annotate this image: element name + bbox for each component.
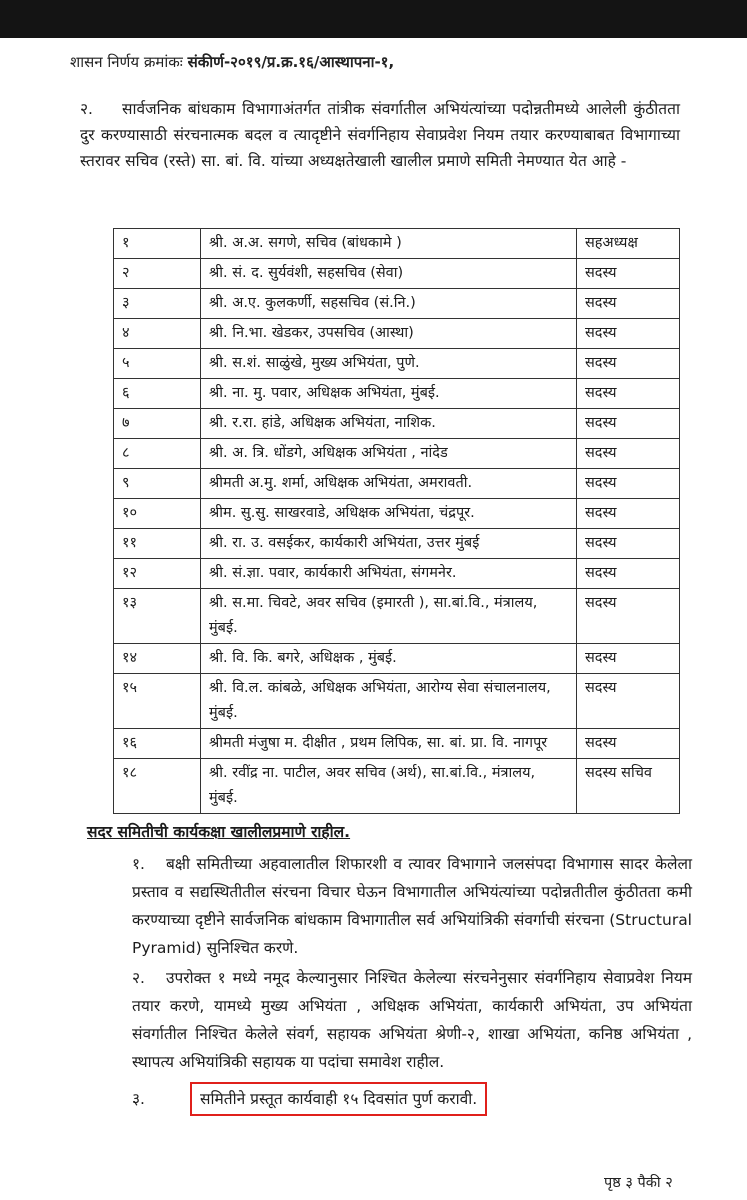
member-serial: ५	[114, 349, 201, 379]
highlighted-deadline-box	[190, 1082, 487, 1116]
top-dark-strip	[0, 0, 747, 38]
member-row	[114, 319, 680, 349]
member-name: श्री. स.शं. साळुंखे, मुख्य अभियंता, पुणे.	[201, 349, 577, 379]
member-name: श्री. स.मा. चिवटे, अवर सचिव (इमारती ), सा.बां.वि., मंत्रालय, मुंबई.	[201, 589, 577, 644]
duty-number: २.	[132, 969, 145, 987]
member-row	[114, 259, 680, 289]
member-serial: १२	[114, 559, 201, 589]
member-role: सदस्य	[577, 289, 680, 319]
member-row	[114, 759, 680, 814]
member-serial: ३	[114, 289, 201, 319]
member-row	[114, 529, 680, 559]
intro-number: २.	[80, 100, 93, 118]
member-name: श्री. अ.ए. कुलकर्णी, सहसचिव (सं.नि.)	[201, 289, 577, 319]
member-name: श्रीमती अ.मु. शर्मा, अधिक्षक अभियंता, अमरावती.	[201, 469, 577, 499]
member-name: श्री. वि. कि. बगरे, अधिक्षक , मुंबई.	[201, 644, 577, 674]
member-role: सदस्य	[577, 499, 680, 529]
member-name: श्री. ना. मु. पवार, अधिक्षक अभियंता, मुंबई.	[201, 379, 577, 409]
header-label: शासन निर्णय क्रमांकः	[70, 53, 183, 71]
duty-text: बक्षी समितीच्या अहवालातील शिफारशी व त्यावर विभागाने जलसंपदा विभागास सादर केलेला प्रस्ताव व सद्यस्थितीतील संरचना विचार घेऊन विभागातील अभियंत्यांच्या पदोन्नतीतील कुंठीतता कमी करण्याच्या दृष्टीने सार्वजनिक बांधकाम विभागातील सर्व अभियांत्रिकी संवर्गाची संरचना (Structural Pyramid) सुनिश्चित करणे.	[132, 855, 692, 957]
member-serial: ८	[114, 439, 201, 469]
member-role: सहअध्यक्ष	[577, 229, 680, 259]
member-serial: ९	[114, 469, 201, 499]
duty-item	[132, 1082, 692, 1116]
member-role: सदस्य	[577, 259, 680, 289]
member-serial: ६	[114, 379, 201, 409]
member-row	[114, 499, 680, 529]
duty-item	[132, 850, 692, 962]
member-row	[114, 409, 680, 439]
member-row	[114, 644, 680, 674]
scope-title: सदर समितीची कार्यकक्षा खालीलप्रमाणे राहील.	[87, 823, 351, 841]
member-role: सदस्य	[577, 469, 680, 499]
intro-text: सार्वजनिक बांधकाम विभागाअंतर्गत तांत्रीक संवर्गातील अभियंत्यांच्या पदोन्नतीमध्ये आलेली कुंठीतता दुर करण्यासाठी संरचनात्मक बदल व त्यादृष्टीने संवर्गनिहाय सेवाप्रवेश नियम तयार करण्याबाबत विभागाच्या स्तरावर सचिव (रस्ते) सा. बां. वि. यांच्या अध्यक्षतेखाली खालील प्रमाणे समिती नेमण्यात येत आहे -	[80, 100, 680, 170]
member-serial: १	[114, 229, 201, 259]
member-row	[114, 379, 680, 409]
member-name: श्री. नि.भा. खेडकर, उपसचिव (आस्था)	[201, 319, 577, 349]
member-name: श्री. र.रा. हांडे, अधिक्षक अभियंता, नाशिक.	[201, 409, 577, 439]
member-name: श्री. अ.अ. सगणे, सचिव (बांधकामे )	[201, 229, 577, 259]
member-serial: ४	[114, 319, 201, 349]
member-name: श्री. अ. त्रि. धोंडगे, अधिक्षक अभियंता , नांदेड	[201, 439, 577, 469]
member-serial: १६	[114, 729, 201, 759]
duty-text: समितीने प्रस्तूत कार्यवाही १५ दिवसांत पुर्ण करावी.	[200, 1090, 478, 1108]
member-serial: ११	[114, 529, 201, 559]
member-role: सदस्य	[577, 674, 680, 729]
member-row	[114, 469, 680, 499]
member-serial: १३	[114, 589, 201, 644]
duty-number: १.	[132, 855, 145, 873]
duty-number: ३.	[132, 1090, 145, 1108]
member-row	[114, 289, 680, 319]
member-role: सदस्य	[577, 729, 680, 759]
member-name: श्री. सं. द. सुर्यवंशी, सहसचिव (सेवा)	[201, 259, 577, 289]
member-serial: ७	[114, 409, 201, 439]
member-row	[114, 729, 680, 759]
member-role: सदस्य	[577, 439, 680, 469]
intro-paragraph	[80, 96, 680, 174]
member-role: सदस्य सचिव	[577, 759, 680, 814]
member-serial: १५	[114, 674, 201, 729]
member-name: श्री. वि.ल. कांबळे, अधिक्षक अभियंता, आरोग्य सेवा संचालनालय, मुंबई.	[201, 674, 577, 729]
member-role: सदस्य	[577, 559, 680, 589]
duties-list	[132, 850, 692, 1118]
member-row	[114, 559, 680, 589]
member-role: सदस्य	[577, 379, 680, 409]
member-serial: २	[114, 259, 201, 289]
member-name: श्री. रवींद्र ना. पाटील, अवर सचिव (अर्थ), सा.बां.वि., मंत्रालय, मुंबई.	[201, 759, 577, 814]
member-name: श्री. सं.ज्ञा. पवार, कार्यकारी अभियंता, संगमनेर.	[201, 559, 577, 589]
page-footer: पृष्ठ ३ पैकी २	[604, 1175, 673, 1191]
member-role: सदस्य	[577, 589, 680, 644]
member-serial: १८	[114, 759, 201, 814]
member-role: सदस्य	[577, 319, 680, 349]
order-number-header	[70, 52, 394, 72]
member-serial: १०	[114, 499, 201, 529]
duty-item	[132, 964, 692, 1076]
member-role: सदस्य	[577, 349, 680, 379]
member-name: श्री. रा. उ. वसईकर, कार्यकारी अभियंता, उत्तर मुंबई	[201, 529, 577, 559]
member-row	[114, 229, 680, 259]
header-reference: संकीर्ण-२०१९/प्र.क्र.१६/आस्थापना-१,	[187, 53, 395, 71]
member-row	[114, 439, 680, 469]
member-row	[114, 349, 680, 379]
member-role: सदस्य	[577, 529, 680, 559]
committee-members-table	[113, 228, 680, 814]
member-name: श्रीमती मंजुषा म. दीक्षीत , प्रथम लिपिक, सा. बां. प्रा. वि. नागपूर	[201, 729, 577, 759]
member-role: सदस्य	[577, 409, 680, 439]
duty-text: उपरोक्त १ मध्ये नमूद केल्यानुसार निश्चित केलेल्या संरचनेनुसार संवर्गनिहाय सेवाप्रवेश नियम तयार करणे, यामध्ये मुख्य अभियंता , अधिक्षक अभियंता, कार्यकारी अभियंता, उप अभियंता संवर्गातील निश्चित केलेले संवर्ग, सहायक अभियंता श्रेणी-२, शाखा अभियंता, कनिष्ठ अभियंता , स्थापत्य अभियांत्रिकी सहायक या पदांचा समावेश राहील.	[132, 969, 692, 1071]
member-name: श्रीम. सु.सु. साखरवाडे, अधिक्षक अभियंता, चंद्रपूर.	[201, 499, 577, 529]
member-role: सदस्य	[577, 644, 680, 674]
member-serial: १४	[114, 644, 201, 674]
member-row	[114, 589, 680, 644]
member-row	[114, 674, 680, 729]
